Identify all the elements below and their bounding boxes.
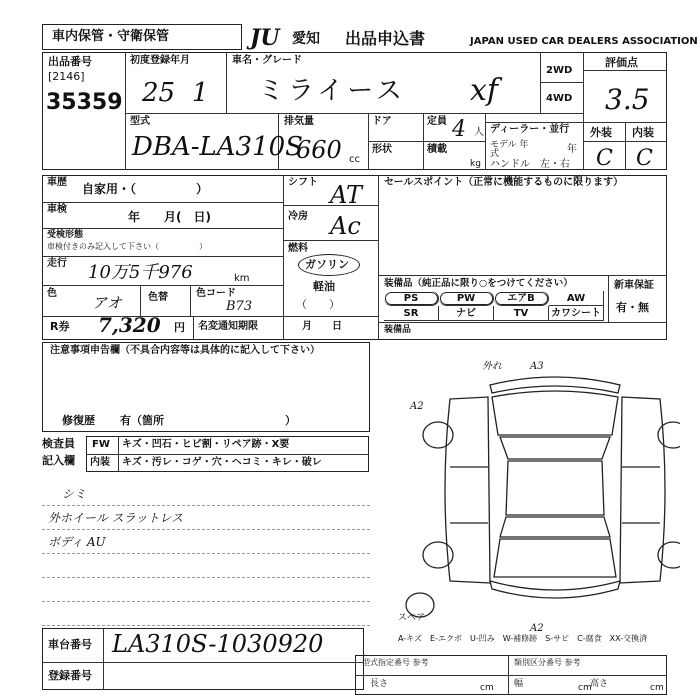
shift-value: AT — [330, 181, 363, 209]
form-title: 出品申込書 — [345, 29, 426, 48]
equipment-item: SR — [384, 306, 439, 321]
brand-region: 愛知 — [292, 31, 320, 47]
exterior-grade: C — [596, 146, 613, 171]
ruled-line — [42, 529, 370, 530]
handle-label: ハンドル 左・右 — [490, 159, 570, 170]
capacity-label: 定員 — [427, 116, 447, 127]
lot-sub: [2146] — [48, 70, 85, 83]
notes-label: 注意事項申告欄（不具合内容等は具体的に記入して下さい） — [50, 345, 320, 356]
repair-label: 修復歴 — [62, 414, 95, 427]
door-label: ドア — [372, 116, 392, 127]
color-code-label: 色コード — [196, 288, 236, 299]
mileage-label: 走行 — [47, 258, 67, 269]
registration-year: 25 — [142, 78, 176, 108]
registration-label: 初度登録年月 — [130, 55, 190, 66]
diagram-mark-2: A3 — [530, 361, 544, 372]
equipment-grid — [384, 291, 606, 321]
chassis-value: LA310S-1030920 — [112, 630, 324, 658]
history-label: 車歴 — [47, 177, 67, 188]
model-year-label: モデル 年式 — [490, 140, 529, 159]
fuel-paren: （ ） — [296, 298, 340, 311]
exterior-label: 外装 — [590, 126, 612, 139]
model-value: DBA-LA310S — [132, 132, 303, 162]
shift-label: シフト — [288, 177, 318, 188]
width-unit: cm — [578, 683, 592, 693]
trunk — [494, 539, 616, 577]
receipt-note: 車検付きのみ記入して下さい（ ） — [47, 242, 207, 251]
recycle-options: 有・無 — [616, 301, 649, 314]
width-label: 幅 — [514, 679, 524, 689]
roof — [506, 461, 604, 515]
chassis-label: 車台番号 — [48, 638, 92, 651]
interior-grade: C — [636, 146, 653, 171]
load-unit: kg — [470, 159, 481, 169]
windshield — [500, 437, 610, 459]
left-side — [445, 397, 490, 583]
ruled-line — [42, 553, 370, 554]
wheel-fr — [658, 422, 680, 448]
equipment-label: 装備品（純正品に限り○をつけてください） — [384, 278, 573, 289]
inspector-note-1: シミ — [62, 487, 87, 501]
fuel-value: ガソリン — [305, 258, 349, 271]
equipment-item: PW — [439, 291, 494, 306]
inspector-label-1: 検査員 — [42, 437, 75, 450]
fw-label: FW — [92, 439, 110, 450]
shade-label: 色替 — [148, 292, 168, 303]
inspector-note-3: ボディ AU — [48, 535, 106, 549]
fuel-label: 燃料 — [288, 243, 308, 254]
interior-defect-text: キズ・汚レ・コゲ・穴・ヘコミ・キレ・破レ — [122, 457, 322, 468]
model-label: 型式 — [130, 116, 150, 127]
capacity-unit: 人 — [474, 127, 484, 138]
inspector-note-2: 外ホイール スラットレス — [48, 511, 183, 525]
equipment-item: ナビ — [439, 306, 494, 321]
fw-text: キズ・凹石・ヒビ割・リペア跡・X要 — [122, 439, 290, 450]
lot-number: 35359 — [46, 90, 123, 115]
repair-value: 有（箇所 ） — [120, 414, 296, 427]
displacement-unit: cc — [349, 154, 360, 165]
diagram-mark-1: 外れ — [482, 361, 502, 372]
registration-month: 1 — [192, 78, 209, 108]
ruled-line — [42, 601, 370, 602]
equipment-item: PS — [384, 291, 439, 306]
equipment-item: AW — [549, 291, 604, 306]
displacement-value: 660 — [296, 136, 342, 164]
drive-4wd: 4WD — [546, 93, 573, 104]
dealer-label: ディーラー・並行 — [490, 124, 570, 135]
length-label: 長さ — [370, 679, 389, 689]
color-code-value: B73 — [226, 299, 253, 314]
hood — [492, 391, 618, 435]
wheel-rl — [423, 542, 453, 568]
ruled-line — [42, 505, 370, 506]
equipment-item: エアB — [494, 291, 549, 306]
rfee-value: 7,320 — [98, 313, 161, 337]
car-diagram — [380, 355, 680, 630]
vehicle-name-label: 車名・グレード — [232, 55, 302, 66]
aircon-value: Ac — [330, 212, 361, 240]
rear-bumper — [490, 581, 620, 598]
equipment-item: TV — [494, 306, 549, 321]
aircon-label: 冷房 — [288, 211, 308, 222]
class-ref-label: 類別区分番号 参考 — [514, 658, 581, 667]
rear-window — [500, 517, 610, 537]
transfer-label: 名変通知期限 — [198, 321, 258, 332]
rfee-label: R券 — [50, 320, 70, 333]
vehicle-name: ミライース — [258, 76, 406, 106]
rfee-unit: 円 — [174, 321, 185, 334]
accessories-label: 装備品 — [384, 325, 412, 335]
model-ref-label: 型式指定番号 参考 — [362, 658, 429, 667]
mileage-unit: km — [234, 273, 250, 284]
wheel-fl — [423, 422, 453, 448]
inspection-label: 車検 — [47, 204, 67, 215]
color-value: アオ — [92, 294, 122, 312]
ju-logo: JU — [250, 25, 280, 51]
inspector-label-2: 記入欄 — [42, 454, 75, 467]
load-label: 積載 — [427, 144, 447, 155]
storage-label: 車内保管・守衛保管 — [52, 29, 170, 44]
equipment-item: カワシート — [549, 306, 604, 321]
score-label: 評価点 — [605, 56, 638, 69]
model-year-unit: 年 — [567, 144, 577, 155]
diagram-mark-4: A2 — [530, 623, 544, 634]
receipt-label: 受検形態 — [47, 230, 84, 240]
ruled-line — [42, 625, 370, 626]
ruled-line — [42, 577, 370, 578]
fuel-alt: 軽油 — [313, 280, 335, 293]
shape-label: 形状 — [372, 144, 392, 155]
spare-label: スペア — [398, 613, 426, 623]
vehicle-grade: xf — [470, 73, 499, 108]
capacity-value: 4 — [452, 117, 466, 142]
color-label: 色 — [47, 288, 57, 299]
height-unit: cm — [650, 683, 664, 693]
mileage-value: 10万5千976 — [88, 262, 193, 283]
height-label: 高さ — [590, 679, 609, 689]
lot-label: 出品番号 — [48, 55, 92, 68]
transfer-value: 月 日 — [302, 321, 342, 332]
displacement-label: 排気量 — [284, 116, 314, 127]
score-value: 3.5 — [605, 83, 650, 116]
association-name: JAPAN USED CAR DEALERS ASSOCIATION — [470, 36, 698, 47]
interior-label: 内装 — [632, 126, 654, 139]
selling-points-label: セールスポイント（正常に機能するものに限ります） — [384, 177, 624, 188]
diagram-mark-3: A2 — [410, 401, 424, 412]
recycle-label: 新車保証 — [614, 280, 654, 291]
defect-legend: A-キズ E-エクボ U-凹み W-補修跡 S-サビ C-腐食 XX-交換済 — [398, 634, 648, 643]
length-unit: cm — [480, 683, 494, 693]
reg-number-label: 登録番号 — [48, 669, 92, 682]
inspection-value: 年 月( 日) — [128, 210, 211, 224]
history-value: 自家用・（ ） — [82, 182, 209, 196]
interior-defect-label: 内装 — [90, 457, 110, 468]
drive-2wd: 2WD — [546, 65, 573, 76]
